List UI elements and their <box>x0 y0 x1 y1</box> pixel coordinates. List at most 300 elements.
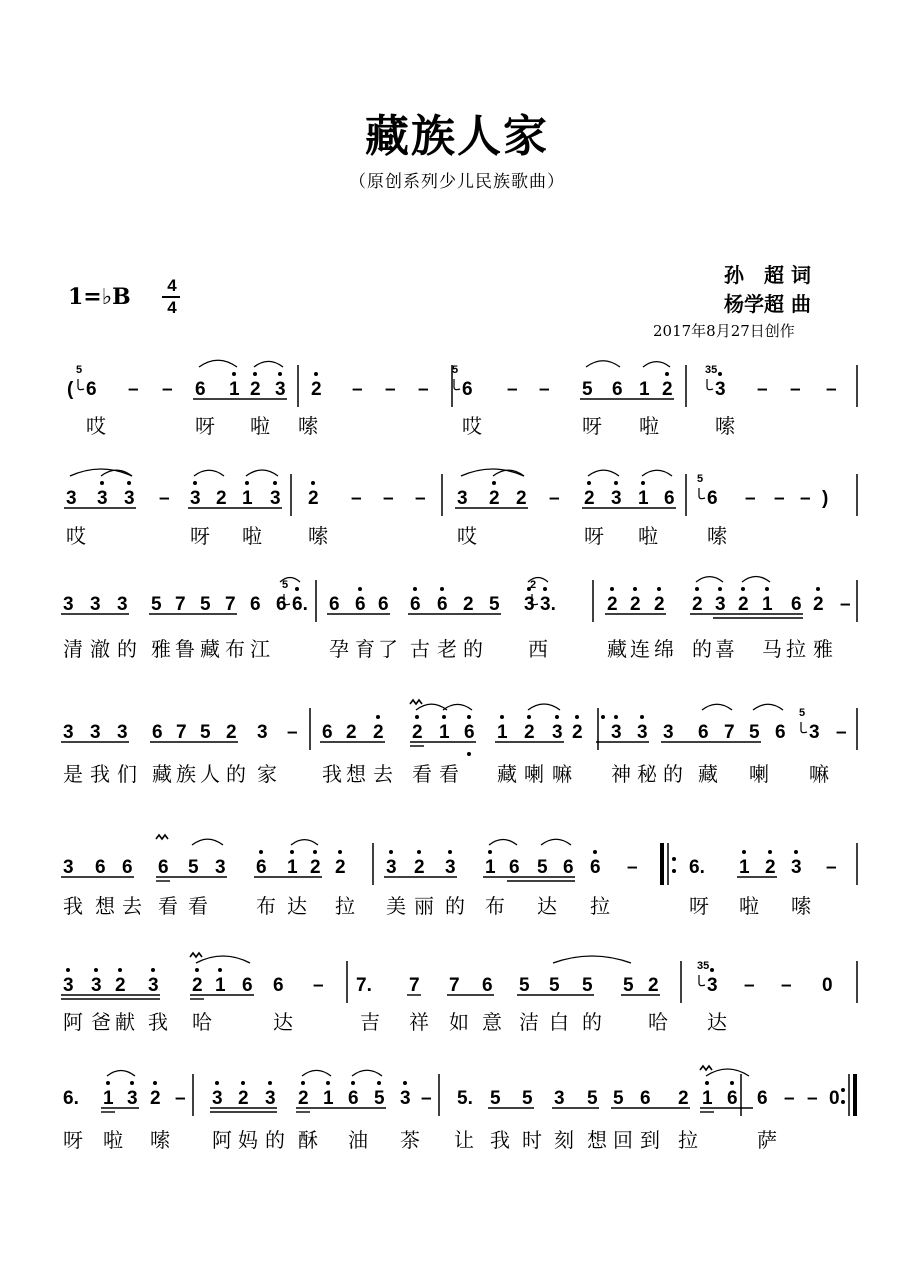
mordent-icon <box>700 1066 712 1070</box>
lyric-syllable: 啦 <box>639 414 659 438</box>
note: 6 <box>563 857 574 878</box>
note: 3 <box>148 975 159 996</box>
octave-dot <box>311 481 315 485</box>
note: 5 <box>151 594 162 615</box>
octave-dot <box>290 850 294 854</box>
lyric-syllable: 藏 <box>200 637 220 661</box>
note: 6 <box>378 594 389 615</box>
note: 3 <box>63 722 74 743</box>
lyric-syllable: 的 <box>692 637 712 661</box>
lyric-syllable: 刻 <box>554 1128 574 1152</box>
slur <box>489 840 517 846</box>
extension-dash: – <box>745 488 756 509</box>
note: 2 <box>346 722 357 743</box>
lyric-syllable: 嗦 <box>715 414 735 438</box>
note: 6 <box>464 722 475 743</box>
lyric-syllable: 啦 <box>739 894 759 918</box>
octave-dot <box>338 850 342 854</box>
note: 6 <box>612 379 623 400</box>
lyric-syllable: 的 <box>226 762 246 786</box>
slur <box>416 704 447 710</box>
note: 3 <box>124 488 135 509</box>
lyric-syllable: 茶 <box>400 1128 420 1152</box>
extension-dash: – <box>128 379 139 400</box>
lyric-syllable: 哎 <box>457 524 477 548</box>
note: 7 <box>176 722 187 743</box>
note: 6 <box>640 1088 651 1109</box>
slur <box>352 1070 382 1076</box>
note: 5 <box>188 857 199 878</box>
repeat-dot <box>841 1100 845 1104</box>
lyric-syllable: 布 <box>225 637 245 661</box>
note: 2 <box>813 594 824 615</box>
note: 6 <box>791 594 802 615</box>
note: 6 <box>590 857 601 878</box>
lyric-syllable: 孕 <box>329 637 349 661</box>
note: 6 <box>195 379 206 400</box>
composer-credit: 杨学超 曲 <box>724 292 811 316</box>
note: 3 <box>90 594 101 615</box>
octave-dot <box>326 1081 330 1085</box>
note: 6 <box>775 722 786 743</box>
lyric-syllable: 想 <box>346 762 366 786</box>
slur <box>642 470 672 476</box>
lyric-syllable: 拉 <box>786 637 806 661</box>
note: 5. <box>457 1088 473 1109</box>
lyric-syllable: 的 <box>445 894 465 918</box>
lyric-syllable: 嗦 <box>308 524 328 548</box>
lyric-syllable: 回 <box>613 1128 633 1152</box>
lyric-syllable: 我 <box>63 894 83 918</box>
lyric-syllable: 嗦 <box>707 524 727 548</box>
octave-dot <box>575 715 579 719</box>
lyric-syllable: 们 <box>117 762 137 786</box>
slur <box>586 361 620 367</box>
repeat-dot <box>672 857 676 861</box>
note: 1 <box>762 594 773 615</box>
lyric-syllable: 拉 <box>335 894 355 918</box>
grace-hook <box>801 722 807 733</box>
note: 2 <box>678 1088 689 1109</box>
octave-dot <box>816 587 820 591</box>
lyric-syllable: 油 <box>348 1128 368 1152</box>
note: 3 <box>215 857 226 878</box>
lyric-syllable: 丽 <box>414 894 434 918</box>
grace-hook <box>454 379 460 390</box>
note: 3 <box>91 975 102 996</box>
octave-dot <box>215 1081 219 1085</box>
grace-note: 35 <box>697 960 710 972</box>
note: 2 <box>238 1088 249 1109</box>
grace-note: 5 <box>76 364 83 376</box>
octave-dot <box>278 372 282 376</box>
note: 6 <box>348 1088 359 1109</box>
lyric-syllable: 拉 <box>678 1128 698 1152</box>
extension-dash: – <box>287 722 298 743</box>
note: ( <box>67 379 74 400</box>
extension-dash: – <box>159 488 170 509</box>
octave-dot <box>403 1081 407 1085</box>
octave-dot <box>241 1081 245 1085</box>
note: 3 <box>386 857 397 878</box>
octave-dot <box>218 968 222 972</box>
note: 3 <box>63 857 74 878</box>
note: 2 <box>310 857 321 878</box>
note: 5 <box>749 722 760 743</box>
extension-dash: – <box>175 1088 186 1109</box>
grace-note: 5 <box>282 579 289 591</box>
grace-note: 2 <box>530 579 537 591</box>
octave-dot <box>268 1081 272 1085</box>
note: 3 <box>715 594 726 615</box>
slur <box>541 839 571 845</box>
note: 5 <box>374 1088 385 1109</box>
lyric-syllable: 呀 <box>689 894 709 918</box>
note: 6 <box>462 379 473 400</box>
lyric-syllable: 藏 <box>698 762 718 786</box>
extension-dash: – <box>790 379 801 400</box>
lyric-syllable: 哎 <box>86 414 106 438</box>
lyric-syllable: 藏 <box>607 637 627 661</box>
grace-note: 5 <box>697 473 704 485</box>
lyric-syllable: 呀 <box>63 1128 83 1152</box>
octave-dot <box>705 1081 709 1085</box>
extension-dash: – <box>784 1088 795 1109</box>
note: ) <box>822 488 829 509</box>
note: 5 <box>549 975 560 996</box>
extension-dash: – <box>800 488 811 509</box>
octave-dot <box>695 587 699 591</box>
lyric-syllable: 鲁 <box>175 637 195 661</box>
note: 6 <box>242 975 253 996</box>
note: 3 <box>270 488 281 509</box>
lyric-syllable: 马 <box>762 637 782 661</box>
extension-dash: – <box>826 379 837 400</box>
note: 6 <box>757 1088 768 1109</box>
note: 2 <box>308 488 319 509</box>
lyric-syllable: 是 <box>63 762 83 786</box>
note: 1 <box>439 722 450 743</box>
octave-dot <box>587 481 591 485</box>
lyric-syllable: 看 <box>188 894 208 918</box>
grace-hook <box>699 488 705 499</box>
note: 3 <box>637 722 648 743</box>
note: 2 <box>216 488 227 509</box>
octave-dot <box>94 968 98 972</box>
lyric-syllable: 的 <box>663 762 683 786</box>
extension-dash: – <box>352 379 363 400</box>
slur <box>70 469 132 476</box>
note: 7. <box>356 975 372 996</box>
note: 2 <box>335 857 346 878</box>
lyric-syllable: 爸 <box>91 1010 111 1034</box>
note: 6. <box>63 1088 79 1109</box>
lyric-syllable: 雅 <box>813 637 833 661</box>
octave-dot <box>415 715 419 719</box>
slur <box>302 1070 331 1076</box>
lyric-syllable: 酥 <box>298 1128 318 1152</box>
repeat-dot <box>841 1088 845 1092</box>
note: 7 <box>409 975 420 996</box>
note: 3 <box>809 722 820 743</box>
note: 2 <box>765 857 776 878</box>
octave-dot <box>413 587 417 591</box>
lyric-syllable: 妈 <box>238 1128 258 1152</box>
lyric-syllable: 西 <box>528 637 548 661</box>
note: 7 <box>175 594 186 615</box>
note: 2 <box>630 594 641 615</box>
octave-dot <box>710 968 714 972</box>
note: 5 <box>200 594 211 615</box>
note: 3 <box>707 975 718 996</box>
octave-dot <box>253 372 257 376</box>
octave-dot <box>543 587 547 591</box>
note: 3 <box>117 594 128 615</box>
note: 3 <box>611 488 622 509</box>
lyric-syllable: 我 <box>90 762 110 786</box>
octave-dot <box>232 372 236 376</box>
octave-dot <box>527 715 531 719</box>
lyric-syllable: 家 <box>257 762 277 786</box>
lyric-syllable: 雅 <box>151 637 171 661</box>
extension-dash: – <box>807 1088 818 1109</box>
extension-dash: – <box>313 975 324 996</box>
note: 3 <box>400 1088 411 1109</box>
extension-dash: – <box>418 379 429 400</box>
lyric-syllable: 献 <box>115 1010 135 1034</box>
note: 6. <box>292 594 308 615</box>
song-subtitle: （原创系列少儿民族歌曲） <box>349 172 565 192</box>
note: 3 <box>791 857 802 878</box>
note: 6 <box>95 857 106 878</box>
slur <box>291 840 318 845</box>
note: 2 <box>192 975 203 996</box>
note: 6 <box>437 594 448 615</box>
lyric-syllable: 的 <box>265 1128 285 1152</box>
lyric-syllable: 人 <box>200 762 220 786</box>
lyric-syllable: 祥 <box>409 1010 429 1034</box>
note: 0 <box>829 1088 840 1109</box>
lyric-syllable: 嗦 <box>298 414 318 438</box>
octave-dot <box>500 715 504 719</box>
note: 3 <box>97 488 108 509</box>
lyric-syllable: 呀 <box>190 524 210 548</box>
note: 3 <box>212 1088 223 1109</box>
note: 3 <box>445 857 456 878</box>
lyric-syllable: 族 <box>176 762 196 786</box>
note: 5 <box>582 379 593 400</box>
lyric-syllable: 的 <box>463 637 483 661</box>
lyric-syllable: 哎 <box>462 414 482 438</box>
octave-dot <box>488 850 492 854</box>
octave-dot <box>273 481 277 485</box>
lyric-syllable: 啦 <box>638 524 658 548</box>
note: 1 <box>497 722 508 743</box>
octave-dot <box>492 481 496 485</box>
lyric-syllable: 阿 <box>63 1010 83 1034</box>
note: 6 <box>276 594 287 615</box>
octave-dot <box>245 481 249 485</box>
lyric-syllable: 达 <box>273 1010 293 1034</box>
extension-dash: – <box>415 488 426 509</box>
slur <box>742 577 770 583</box>
note: 2 <box>412 722 423 743</box>
lyric-syllable: 哎 <box>66 524 86 548</box>
slur <box>706 1069 749 1076</box>
lyric-syllable: 去 <box>373 762 393 786</box>
note: 2 <box>572 722 583 743</box>
lyric-syllable: 我 <box>148 1010 168 1034</box>
note: 2 <box>692 594 703 615</box>
song-title: 藏族人家 <box>365 111 549 162</box>
slur <box>528 704 560 710</box>
slur <box>194 470 224 476</box>
lyric-syllable: 我 <box>490 1128 510 1152</box>
lyric-syllable: 藏 <box>497 762 517 786</box>
mordent-icon <box>156 835 168 839</box>
grace-hook <box>707 379 713 390</box>
note: 3 <box>457 488 468 509</box>
lyric-syllable: 喇 <box>524 762 544 786</box>
octave-dot <box>442 715 446 719</box>
octave-dot <box>718 587 722 591</box>
extension-dash: – <box>549 488 560 509</box>
note: 3 <box>715 379 726 400</box>
octave-dot <box>100 481 104 485</box>
octave-dot <box>389 850 393 854</box>
lyric-syllable: 绵 <box>654 637 674 661</box>
grace-hook <box>78 379 84 390</box>
note: 3 <box>63 975 74 996</box>
lyric-syllable: 啦 <box>103 1128 123 1152</box>
note: 1 <box>287 857 298 878</box>
octave-dot <box>741 587 745 591</box>
lyric-syllable: 澈 <box>90 637 110 661</box>
note: 0 <box>822 975 833 996</box>
octave-dot <box>153 1081 157 1085</box>
slur <box>696 577 723 582</box>
note: 6 <box>509 857 520 878</box>
note: 2 <box>524 722 535 743</box>
note: 2 <box>738 594 749 615</box>
lyric-syllable: 嘛 <box>552 762 572 786</box>
lyric-syllable: 藏 <box>152 762 172 786</box>
octave-dot <box>467 752 471 756</box>
octave-dot <box>377 1081 381 1085</box>
note: 3 <box>117 722 128 743</box>
lyric-syllable: 达 <box>287 894 307 918</box>
lyric-syllable: 吉 <box>360 1010 380 1034</box>
octave-dot <box>295 587 299 591</box>
mordent-icon <box>190 953 202 957</box>
octave-dot <box>633 587 637 591</box>
note: 2 <box>607 594 618 615</box>
note: 2 <box>648 975 659 996</box>
lyric-syllable: 古 <box>410 637 430 661</box>
lyric-syllable: 洁 <box>519 1010 539 1034</box>
note: 5 <box>582 975 593 996</box>
octave-dot <box>351 1081 355 1085</box>
note: 6 <box>256 857 267 878</box>
lyric-syllable: 如 <box>449 1010 469 1034</box>
octave-dot <box>106 1081 110 1085</box>
lyric-syllable: 想 <box>95 894 115 918</box>
slur <box>246 470 278 476</box>
extension-dash: – <box>744 975 755 996</box>
slur <box>196 956 250 963</box>
extension-dash: – <box>840 594 851 615</box>
repeat-dot <box>672 869 676 873</box>
slur <box>192 839 223 845</box>
extension-dash: – <box>383 488 394 509</box>
octave-dot <box>555 715 559 719</box>
slur <box>107 1071 135 1077</box>
lyric-syllable: 啦 <box>242 524 262 548</box>
note: 2 <box>298 1088 309 1109</box>
lyric-syllable: 的 <box>582 1010 602 1034</box>
note: 3 <box>552 722 563 743</box>
extension-dash: – <box>836 722 847 743</box>
lyric-syllable: 布 <box>256 894 276 918</box>
key-signature: 1=♭B <box>68 284 131 310</box>
lyric-syllable: 育 <box>355 637 375 661</box>
octave-dot <box>768 850 772 854</box>
octave-dot <box>358 587 362 591</box>
note: 1 <box>702 1088 713 1109</box>
lyric-syllable: 看 <box>412 762 432 786</box>
octave-dot <box>193 481 197 485</box>
lyric-syllable: 神 <box>611 762 631 786</box>
grace-note: 5 <box>799 707 806 719</box>
octave-dot <box>301 1081 305 1085</box>
slur <box>643 362 670 367</box>
lyric-syllable: 嗦 <box>150 1128 170 1152</box>
note: 2 <box>584 488 595 509</box>
lyric-syllable: 江 <box>250 637 270 661</box>
note: 5 <box>522 1088 533 1109</box>
note: 6 <box>152 722 163 743</box>
octave-dot <box>730 1081 734 1085</box>
note: 2 <box>463 594 474 615</box>
note: 2 <box>250 379 261 400</box>
note: 3 <box>257 722 268 743</box>
lyric-syllable: 布 <box>485 894 505 918</box>
note: 2 <box>489 488 500 509</box>
note: 7 <box>724 722 735 743</box>
lyric-syllable: 哈 <box>648 1010 668 1034</box>
octave-dot <box>118 968 122 972</box>
lyric-syllable: 白 <box>549 1010 569 1034</box>
note: 6 <box>86 379 97 400</box>
slur <box>588 470 619 476</box>
note: 2 <box>150 1088 161 1109</box>
note: 7 <box>225 594 236 615</box>
lyric-syllable: 嘛 <box>809 762 829 786</box>
lyric-syllable: 老 <box>437 637 457 661</box>
octave-dot <box>376 715 380 719</box>
note: 5 <box>623 975 634 996</box>
note: 6 <box>355 594 366 615</box>
lyric-syllable: 啦 <box>250 414 270 438</box>
note: 3 <box>63 594 74 615</box>
lyric-syllable: 呀 <box>582 414 602 438</box>
extension-dash: – <box>507 379 518 400</box>
note: 6 <box>250 594 261 615</box>
note: 1 <box>323 1088 334 1109</box>
note: 2 <box>654 594 665 615</box>
lyric-syllable: 时 <box>522 1128 542 1152</box>
note: 6 <box>273 975 284 996</box>
